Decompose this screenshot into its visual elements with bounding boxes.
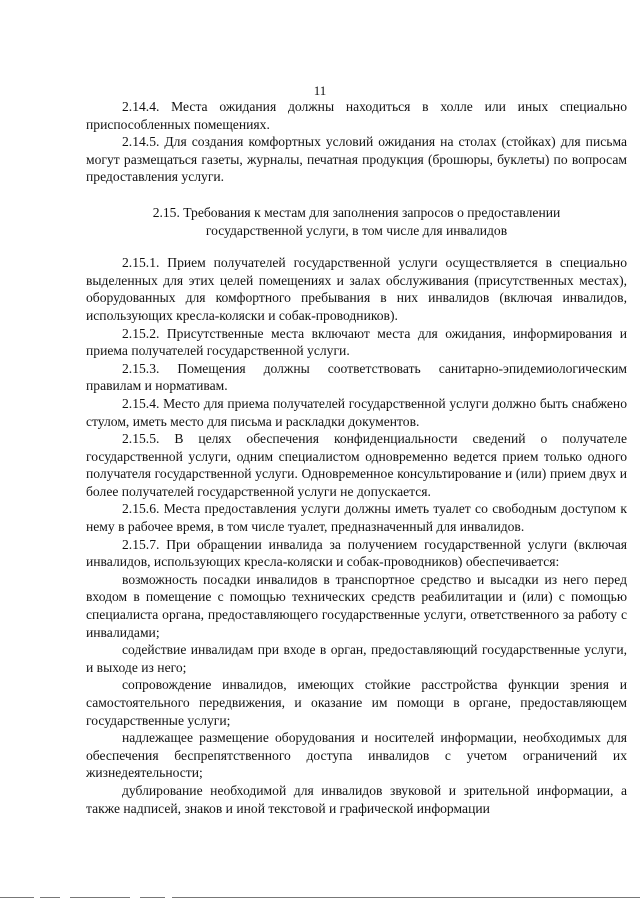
section-heading-line-1: 2.15. Требования к местам для заполнения запросов о предоставлении: [152, 204, 561, 220]
list-item: возможность посадки инвалидов в транспортное средство и высадки из него перед входом в помещение с помощью технических средств реабилитации и (или) с помощью специалиста органа, предоставляющего государственные услуги, ответственного за работу с инвалидами;: [86, 571, 627, 640]
document-body: [86, 98, 627, 817]
list-item: дублирование необходимой для инвалидов звуковой и зрительной информации, а также надписей, знаков и иной текстовой и графической информации: [86, 782, 627, 816]
paragraph-2-14-5: 2.14.5. Для создания комфортных условий ожидания на столах (стойках) для письма могут размещаться газеты, журналы, печатная продукция (брошюры, буклеты) по вопросам предоставления услуги.: [86, 134, 627, 185]
paragraph-2-15-4: 2.15.4. Место для приема получателей государственной услуги должно быть снабжено стулом, иметь место для письма и раскладки документов.: [86, 395, 627, 429]
footer-rule-segment: [140, 897, 165, 898]
paragraph-2-15-5: 2.15.5. В целях обеспечения конфиденциальности сведений о получателе государственной услуги, одним специалистом одновременно ведется прием только одного получателя государственной услуги. Одновременное консультирование и (или) прием двух и более получателей государственной услуги не допускается.: [86, 431, 627, 499]
page-number: 11: [313, 83, 327, 98]
paragraph-2-15-3: 2.15.3. Помещения должны соответствовать санитарно-эпидемиологическим правилам и нормативам.: [86, 360, 627, 394]
paragraph-2-15-6: 2.15.6. Места предоставления услуги должны иметь туалет со свободным доступом к нему в рабочее время, в том числе туалет, предназначенный для инвалидов.: [86, 501, 627, 535]
footer-rule-segment: [172, 897, 640, 898]
footer-rule-segment: [40, 897, 60, 898]
list-item: содействие инвалидам при входе в орган, предоставляющий государственные услуги, и выходе из него;: [86, 642, 627, 675]
paragraph-2-15-1: 2.15.1. Прием получателей государственной услуги осуществляется в специально выделенных для этих целей помещениях и залах обслуживания (присутственных местах), оборудованных для комфортного пребывания в них инвалидов (включая инвалидов, использующих кресла-коляски и собак-проводников).: [86, 255, 627, 323]
footer-rule-segment: [70, 897, 130, 898]
list-item: надлежащее размещение оборудования и носителей информации, необходимых для обеспечения беспрепятственного доступа инвалидов с учетом ограничений их жизнедеятельности;: [86, 730, 627, 781]
accessibility-measures-list: [86, 571, 627, 817]
list-item: сопровождение инвалидов, имеющих стойкие расстройства функции зрения и самостоятельного передвижения, и оказание им помощи в органе, предоставляющем государственные услуги;: [86, 677, 627, 728]
section-heading-line-2: государственной услуги, в том числе для инвалидов: [205, 222, 508, 238]
paragraph-2-15-2: 2.15.2. Присутственные места включают места для ожидания, информирования и приема получателей государственной услуги.: [86, 325, 627, 359]
footer-rule-segment: [0, 897, 34, 898]
section-heading-2-15: [86, 204, 627, 239]
paragraph-2-15-7: 2.15.7. При обращении инвалида за получением государственной услуги (включая инвалидов, использующих кресла-коляски и собак-проводников) обеспечивается:: [86, 536, 627, 570]
paragraph-2-14-4: 2.14.4. Места ожидания должны находиться в холле или иных специально приспособленных помещениях.: [86, 99, 627, 132]
